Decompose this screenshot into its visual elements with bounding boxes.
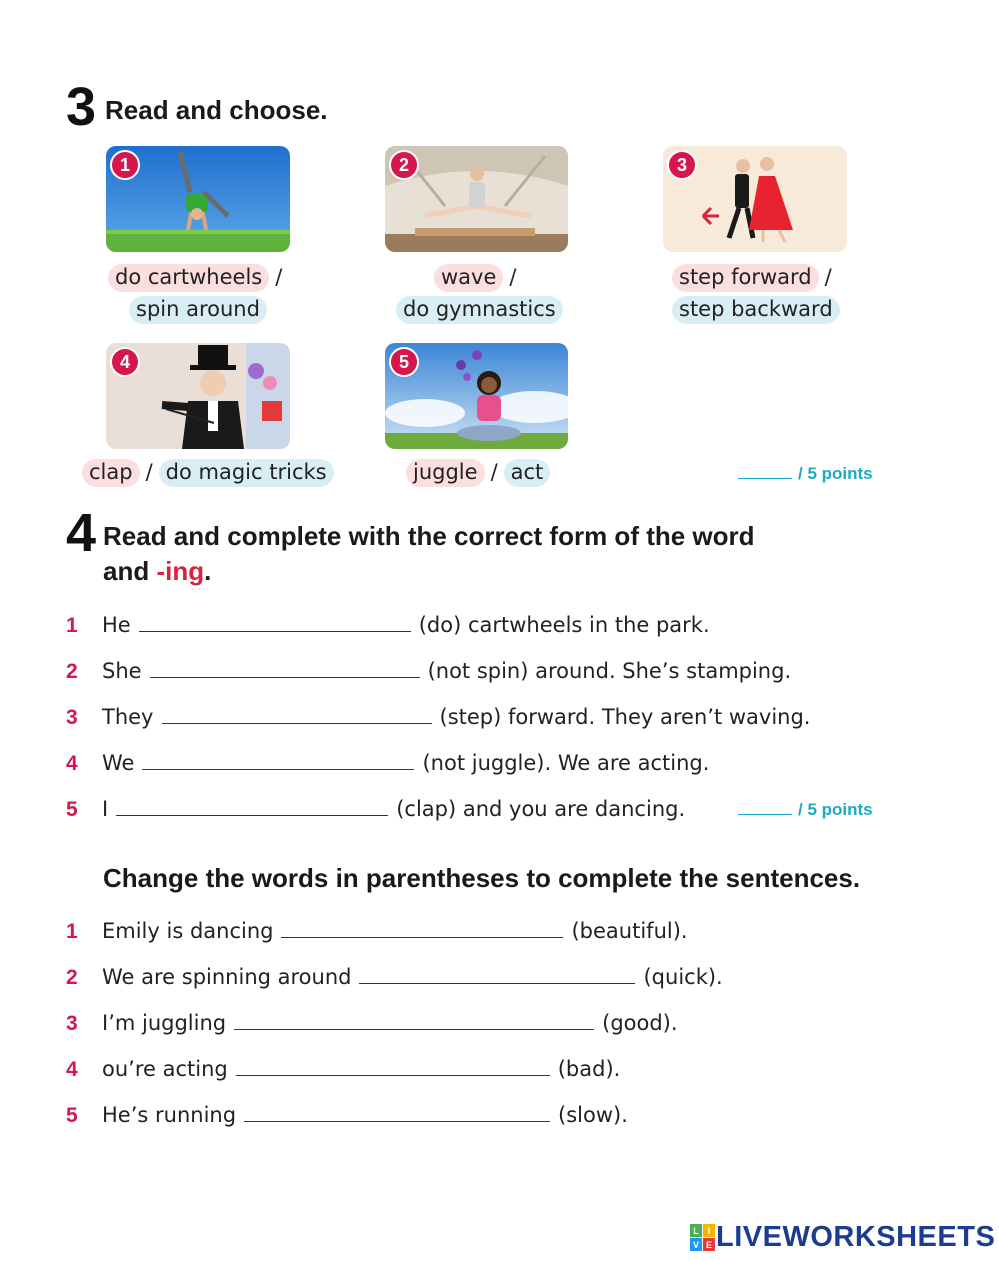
photo-cartwheels	[106, 146, 290, 252]
answer-blank[interactable]	[234, 1012, 594, 1030]
section-3-title: Read and choose.	[105, 95, 328, 125]
question-number: 4	[66, 1058, 78, 1081]
points-blank[interactable]	[738, 465, 792, 479]
section-5-title: Change the words in parentheses to complete the sentences.	[103, 863, 861, 893]
question-text-before: We are spinning around	[102, 965, 352, 989]
question-text-before: We	[102, 751, 135, 775]
option-juggle[interactable]: juggle	[406, 459, 485, 487]
question-row	[66, 1104, 723, 1150]
option-do-magic-tricks[interactable]: do magic tricks	[159, 459, 334, 487]
points-label: / 5 points	[798, 464, 873, 483]
photo-juggling	[385, 343, 568, 449]
section-4-title-line2	[103, 554, 755, 589]
item-5-options	[406, 459, 550, 487]
logo-text: LIVEWORKSHEETS	[716, 1221, 996, 1253]
question-number: 2	[66, 660, 78, 683]
option-separator: /	[824, 265, 832, 289]
question-text-after: (bad).	[557, 1057, 621, 1081]
title-ing-highlight: -ing	[156, 556, 205, 587]
section-4-questions	[66, 614, 811, 844]
question-text-before: Emily is dancing	[102, 919, 274, 943]
question-text-after: (step) forward. They aren’t waving.	[439, 705, 811, 729]
item-1-badge: 1	[110, 150, 140, 180]
question-number: 3	[66, 706, 78, 729]
question-text-before: I	[102, 797, 109, 821]
question-number: 4	[66, 752, 78, 775]
question-number: 5	[66, 798, 78, 821]
option-separator: /	[275, 265, 283, 289]
question-text-after: (slow).	[558, 1103, 628, 1127]
section-3-points	[738, 464, 873, 484]
item-3-badge: 3	[667, 150, 697, 180]
section-4-points	[738, 800, 873, 820]
title-period: .	[204, 556, 212, 587]
item-5-badge: 5	[389, 347, 419, 377]
points-label: / 5 points	[798, 800, 873, 819]
section-5-questions	[66, 920, 723, 1150]
question-text-before: He	[102, 613, 131, 637]
question-text-after: (clap) and you are dancing.	[396, 797, 686, 821]
question-number: 5	[66, 1104, 78, 1127]
photo-gymnastics	[385, 146, 568, 252]
answer-blank[interactable]	[139, 614, 411, 632]
question-text-before: I’m juggling	[102, 1011, 227, 1035]
question-text-after: (not spin) around. She’s stamping.	[427, 659, 792, 683]
item-1-line-b	[129, 296, 267, 324]
option-do-cartwheels[interactable]: do cartwheels	[108, 264, 269, 292]
logo-mark-letter: E	[705, 1239, 713, 1250]
question-text-after: (do) cartwheels in the park.	[418, 613, 710, 637]
logo-mark-letter: V	[692, 1239, 700, 1250]
answer-blank[interactable]	[142, 752, 414, 770]
question-number: 2	[66, 966, 78, 989]
logo-mark-letter: L	[693, 1225, 699, 1236]
question-row	[66, 920, 723, 966]
option-separator: /	[509, 265, 517, 289]
question-text-before: She	[102, 659, 142, 683]
logo-mark-letter: I	[707, 1225, 711, 1236]
option-step-forward[interactable]: step forward	[672, 264, 819, 292]
option-separator: /	[145, 460, 153, 484]
question-row	[66, 798, 811, 844]
item-3-line-b	[672, 296, 840, 324]
liveworksheets-logo	[690, 1221, 995, 1254]
item-2-badge: 2	[389, 150, 419, 180]
question-row	[66, 1058, 723, 1104]
question-number: 1	[66, 920, 78, 943]
item-4-options	[82, 459, 334, 487]
question-number: 3	[66, 1012, 78, 1035]
answer-blank[interactable]	[116, 798, 388, 816]
question-text-after: (quick).	[643, 965, 723, 989]
answer-blank[interactable]	[236, 1058, 550, 1076]
question-number: 1	[66, 614, 78, 637]
section-4-number: 4	[66, 503, 97, 563]
liveworksheets-mark-icon	[690, 1224, 716, 1252]
option-do-gymnastics[interactable]: do gymnastics	[396, 296, 563, 324]
item-4-badge: 4	[110, 347, 140, 377]
option-clap[interactable]: clap	[82, 459, 140, 487]
option-wave[interactable]: wave	[434, 264, 503, 292]
item-2-line-a	[434, 264, 522, 292]
option-step-backward[interactable]: step backward	[672, 296, 840, 324]
section-3-number: 3	[66, 77, 97, 137]
photo-dancing	[663, 146, 847, 252]
title-and: and	[103, 556, 157, 587]
answer-blank[interactable]	[150, 660, 420, 678]
question-row	[66, 752, 811, 798]
question-text-before: ou’re acting	[102, 1057, 228, 1081]
question-text-after: (not juggle). We are acting.	[422, 751, 710, 775]
section-4-title	[103, 519, 755, 589]
item-1-line-a	[108, 264, 288, 292]
option-separator: /	[490, 460, 498, 484]
answer-blank[interactable]	[359, 966, 635, 984]
section-4-title-line1: Read and complete with the correct form of the word	[103, 521, 755, 551]
points-blank[interactable]	[738, 801, 792, 815]
question-row	[66, 660, 811, 706]
item-3-line-a	[672, 264, 838, 292]
answer-blank[interactable]	[244, 1104, 550, 1122]
question-row	[66, 614, 811, 660]
question-text-before: He’s running	[102, 1103, 237, 1127]
question-text-after: (good).	[602, 1011, 678, 1035]
question-row	[66, 966, 723, 1012]
question-row	[66, 1012, 723, 1058]
option-act[interactable]: act	[504, 459, 551, 487]
photo-magic	[106, 343, 290, 449]
answer-blank[interactable]	[281, 920, 563, 938]
answer-blank[interactable]	[162, 706, 432, 724]
question-text-after: (beautiful).	[571, 919, 688, 943]
option-spin-around[interactable]: spin around	[129, 296, 267, 324]
question-text-before: They	[102, 705, 154, 729]
item-2-line-b	[396, 296, 563, 324]
question-row	[66, 706, 811, 752]
